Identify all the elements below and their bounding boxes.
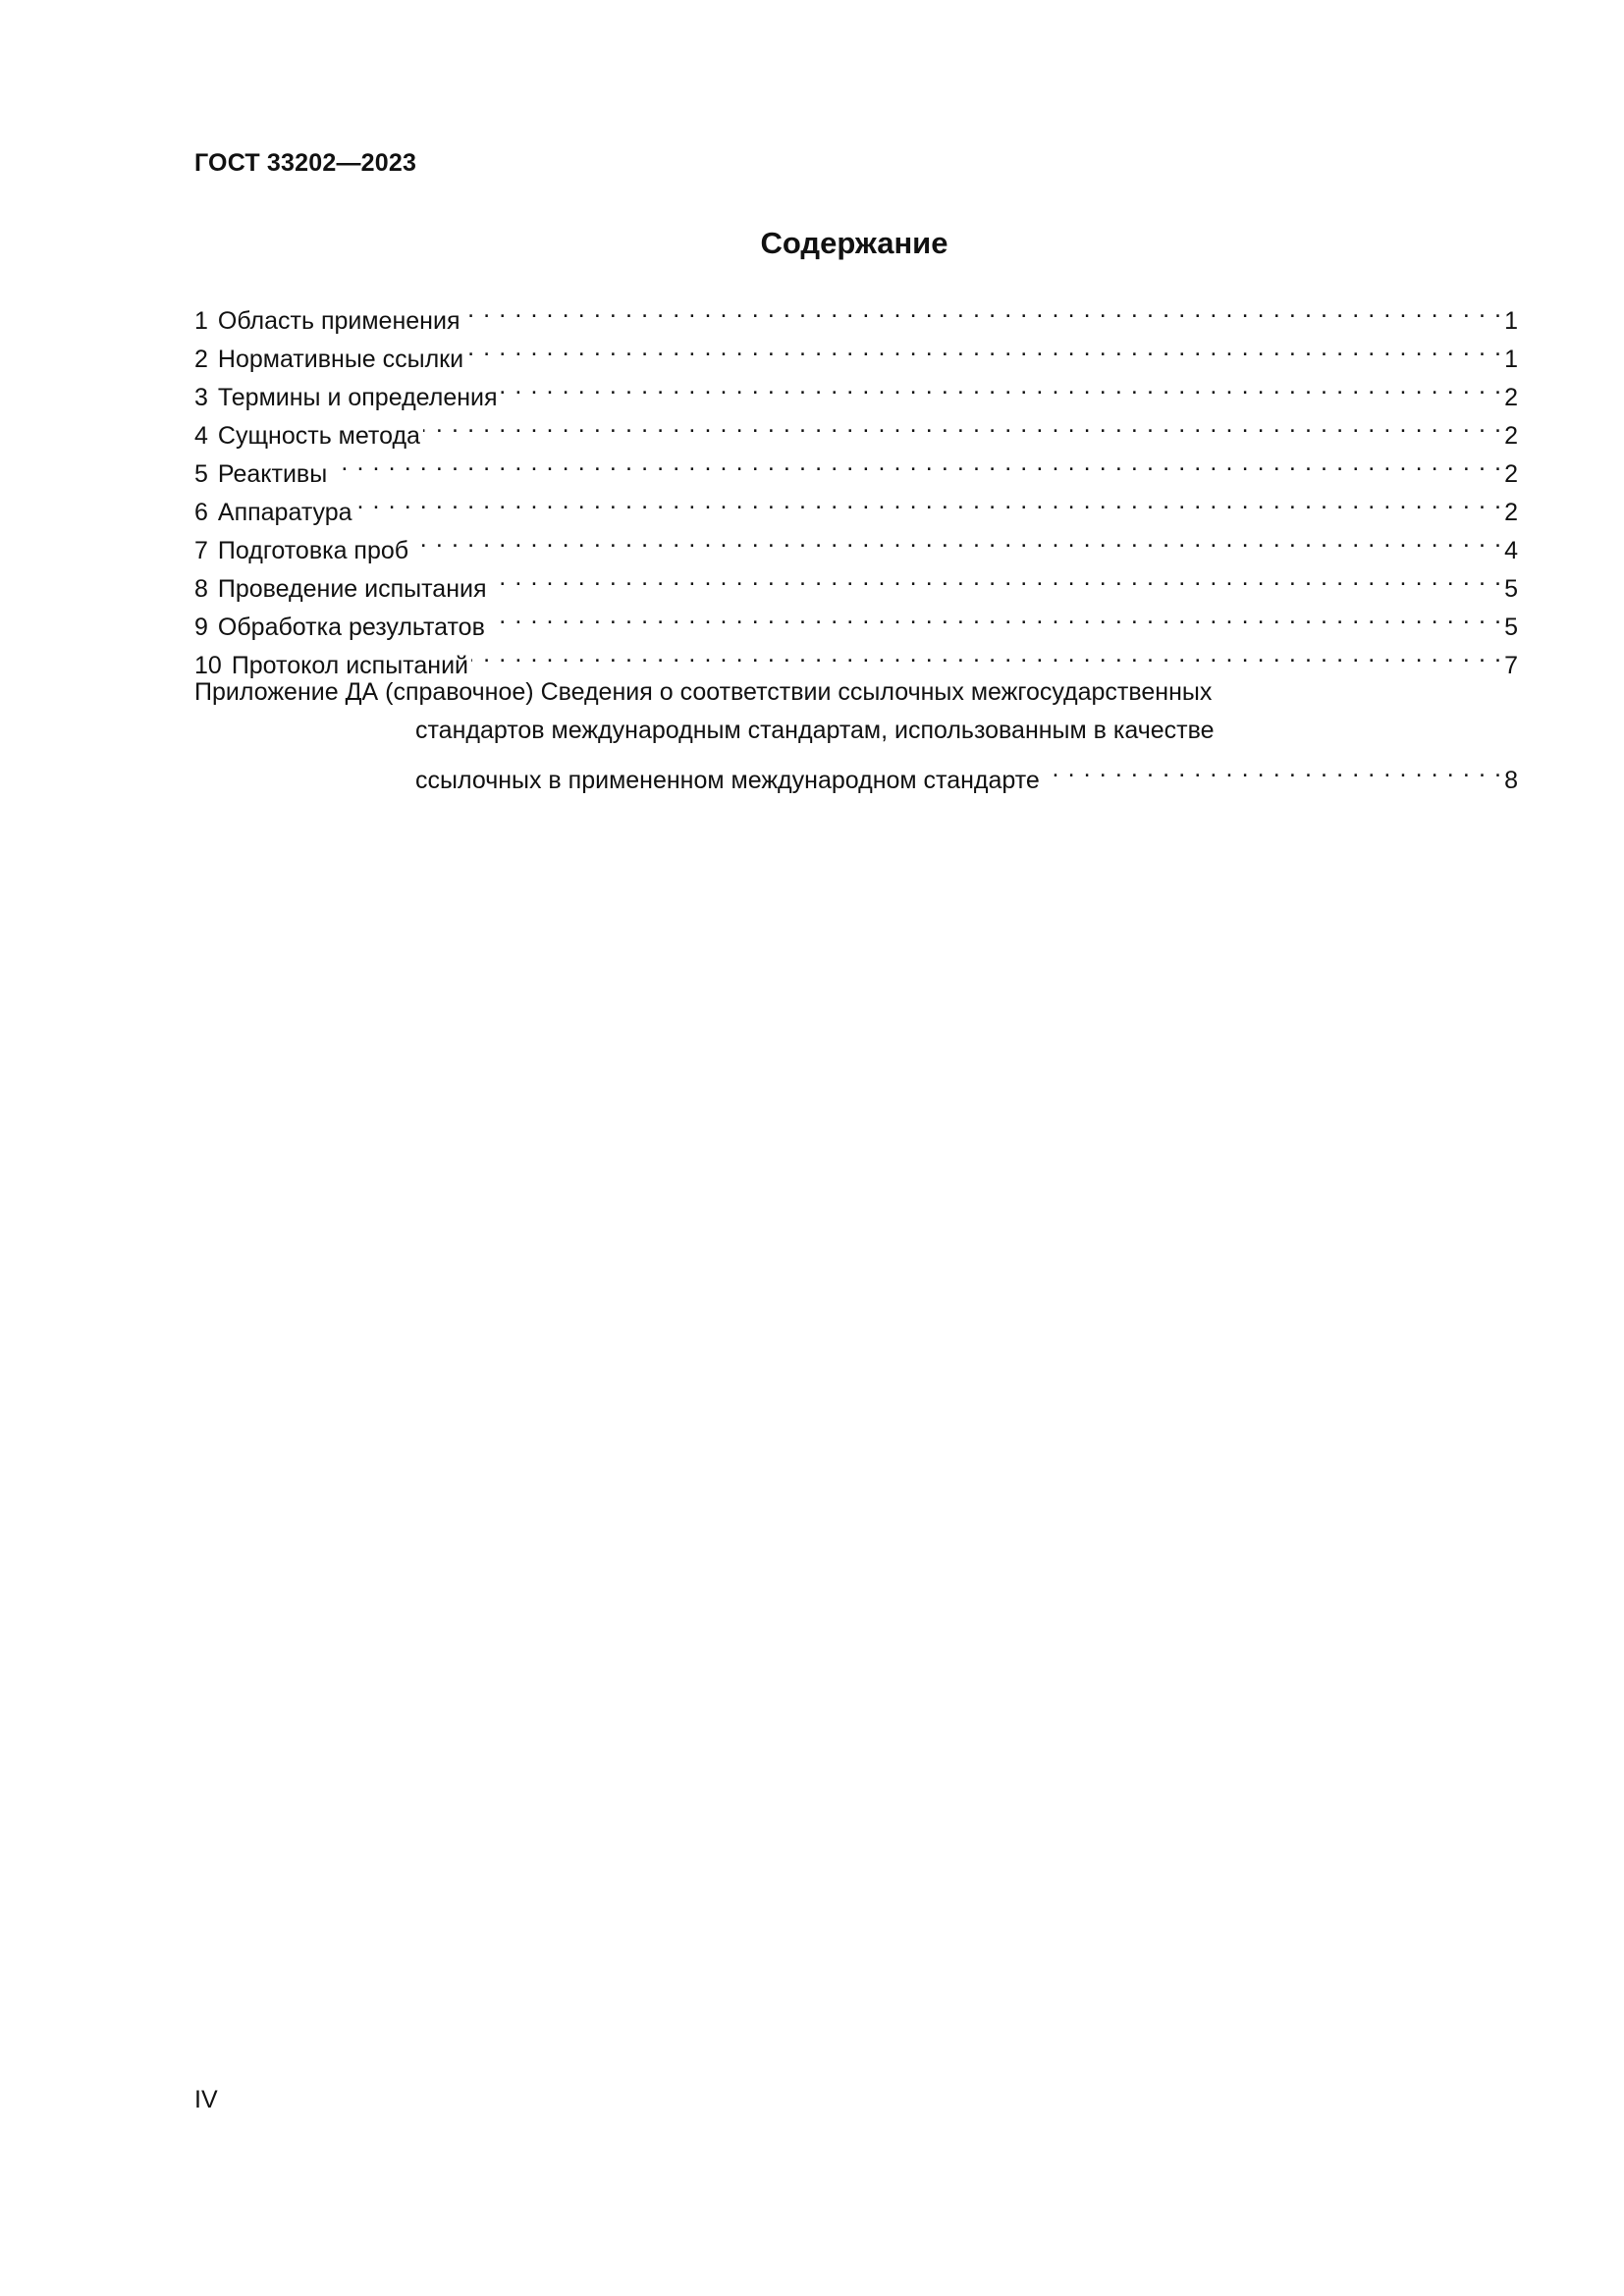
- toc-entry-page: 2: [1504, 499, 1518, 526]
- toc-entry-page: 8: [1504, 767, 1518, 794]
- toc-entry-number: 9: [194, 614, 208, 641]
- toc-entry-number: 8: [194, 575, 208, 603]
- toc-entry-page: 2: [1504, 384, 1518, 411]
- toc-entry-label: Проведение испытания: [217, 575, 487, 603]
- toc-entry-label: Аппаратура: [217, 499, 352, 526]
- toc-entry-number: 7: [194, 537, 208, 564]
- toc-entry-page: 7: [1504, 652, 1518, 679]
- toc-entry-page: 1: [1504, 307, 1518, 335]
- toc-entry-7[interactable]: [194, 520, 1518, 564]
- toc-entry-page: 5: [1504, 614, 1518, 641]
- toc-entry-number: 1: [194, 307, 208, 335]
- toc-dot-leader: [411, 520, 1502, 559]
- toc-entry-page: 2: [1504, 422, 1518, 450]
- toc-entry-page: 4: [1504, 537, 1518, 564]
- toc-entry-appendix-da[interactable]: [194, 673, 1518, 794]
- toc-entry-number: 3: [194, 384, 208, 411]
- toc-entry-page: 5: [1504, 575, 1518, 603]
- toc-entry-label: Термины и определения: [217, 384, 498, 411]
- toc-entry-label: Сущность метода: [217, 422, 420, 450]
- toc-entry-number: 2: [194, 346, 208, 373]
- toc-entry-number: 10: [194, 652, 222, 679]
- toc-entry-1[interactable]: [194, 291, 1518, 335]
- toc-entry-label: Нормативные ссылки: [217, 346, 464, 373]
- toc-dot-leader: [1043, 750, 1502, 788]
- appendix-title-line-3: ссылочных в примененном международном стандарте: [415, 767, 1040, 794]
- toc-entry-number: 6: [194, 499, 208, 526]
- appendix-title-line-3-row: [194, 750, 1518, 794]
- toc-title: Содержание: [760, 226, 948, 260]
- toc-entry-page: 2: [1504, 460, 1518, 488]
- toc-dot-leader: [466, 329, 1502, 367]
- toc-entry-label: Реактивы: [217, 460, 328, 488]
- toc-dot-leader: [462, 291, 1502, 329]
- toc-entry-label: Подготовка проб: [217, 537, 409, 564]
- toc-entry-label: Область применения: [217, 307, 460, 335]
- toc-entry-label: Обработка результатов: [217, 614, 485, 641]
- appendix-title-line-1: Приложение ДА (справочное) Сведения о соответствии ссылочных межгосударственных: [194, 678, 1213, 706]
- toc-dot-leader: [423, 405, 1502, 444]
- page-number: IV: [194, 2086, 218, 2113]
- toc-dot-leader: [330, 444, 1502, 482]
- document-id-header: ГОСТ 33202—2023: [194, 149, 417, 177]
- toc-dot-leader: [355, 482, 1503, 520]
- toc-entry-label: Протокол испытаний: [231, 652, 468, 679]
- toc-dot-leader: [471, 635, 1502, 673]
- toc-dot-leader: [501, 367, 1503, 405]
- appendix-title-line-2: стандартов международным стандартам, использованным в качестве: [415, 717, 1215, 744]
- toc-entry-number: 5: [194, 460, 208, 488]
- toc-dot-leader: [490, 559, 1503, 597]
- toc-entry-5[interactable]: [194, 444, 1518, 488]
- table-of-contents: [194, 291, 1518, 794]
- toc-entry-page: 1: [1504, 346, 1518, 373]
- toc-entry-number: 4: [194, 422, 208, 450]
- toc-entry-6[interactable]: [194, 482, 1518, 526]
- toc-dot-leader: [488, 597, 1502, 635]
